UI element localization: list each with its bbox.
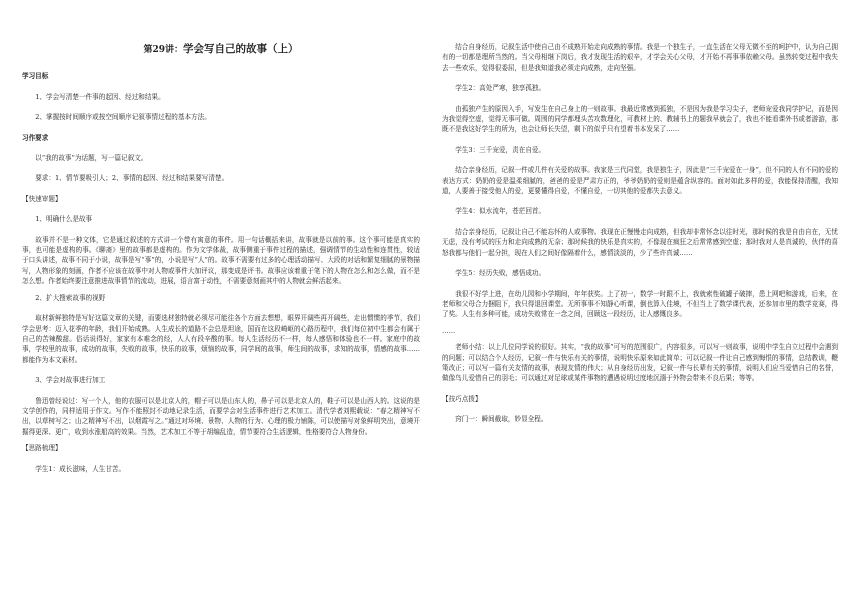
section-1-text: 故事并不是一种文体，它是通过叙述的方式讲一个带有寓意的事件。用一句话概括来讲，故事就是以前的事。这个事可能是真实的事，也可能是虚构的事。《聊斋》里的故事都是虚构的。作为文学体裁，故事侧重于事件过程的描述，强调情节的生动性和连贯性，较适于口头讲述，故事不同于小说，故事是写“事”的，小说是写“人”的。故事不需要有过多的心理活动描写、大段的对话和繁复细腻的景物描写，人物形象的刻画，作者不应该在故事中对人物或事件大加评议，那变成是评书。故事应该着重于笔下的人物在怎么和怎么做，而不是怎么想。作者始终要注意推进故事情节的流动，进展，语言富于动性，不需要意刻画其中的人物就会鲜活起来。 [22, 235, 420, 286]
goal-item-2: 2、掌握按时间顺序或按空间顺序记叙事情过程的基本方法。 [35, 113, 211, 122]
ellipsis: …… [442, 326, 456, 335]
student-1-line: 学生1：成长滋味，人生甘苦。 [35, 464, 126, 473]
title-prefix: 第29讲： [143, 45, 184, 55]
mind-map-heading: 【思路梳理】 [22, 444, 62, 453]
requirement-line-2: 要求：1、情节要吸引人；2、事情的起因、经过和结果要写清楚。 [35, 174, 229, 183]
student-4-paragraph: 结合亲身经历，记叙让自己不能忘怀的人或事物。我现在正慢慢走向成熟，但我却非常怀念以往时光，那时候的我是自由自在，无忧无虑，没有考试的压力和走向成熟的无奈；那时候我的快乐是真实的，不像现在疯狂之后常常感到空虚；那时我对人是真诚的，伙伴的喜怒我都与他们一起分担，现在人们之间好像隔着什么，感情淡淡的，少了些许真诚…… [442, 227, 838, 257]
requirement-line-1: 以“我的故事”为话题，写一篇记叙文。 [35, 154, 148, 163]
section-2-title: 2、扩大搜索故事的视野 [35, 293, 106, 302]
student-5-line: 学生5：经历失败，感悟成功。 [455, 269, 546, 278]
goals-heading: 学习目标 [22, 72, 49, 81]
section-3-title: 3、学会对故事进行加工 [35, 376, 106, 385]
section-3-text: 鲁迅曾经说过：写一个人，他的衣服可以是北京人的，帽子可以是山东人的，鼻子可以是北京人的，鞋子可以是山西人的。这说的是文学创作的，同样适用于作文。写作不能照封不动地记录生活，而要学会对生活事件进行艺术加工。清代学者刘熙载说：“春之精神写不出，以草树写之；山之精神写不出，以烟霞写之。”通过对环境、景物、人物的行为、心理的极力铺陈，可以使描写对象鲜明突出，意境开掘得更深、更广，收到水涨船高的效果。当然，艺术加工不等于胡编乱造，情节要符合生活逻辑，性格要符合人物身份。 [22, 396, 420, 436]
student-3-paragraph: 结合亲身经历，记叙一件或几件有关爱的故事。我家是三代同堂，我是独生子，因此是“三千宠爱在一身”，但不同的人有不同的爱的表达方式：奶奶的爱是温柔细腻的，爸爸的爱是严肃方正的，爷爷奶奶的爱则是蕴含纵容的。面对如此多样的爱，我能保持清醒，我知道，人要善于接受他人的爱，更要懂得自爱，不懂自爱，一切其他的爱都失去意义。 [442, 166, 838, 196]
left-column [22, 0, 420, 474]
title-main: 学会写自己的故事（上） [183, 43, 299, 55]
section-1-title: 1、明确什么是故事 [35, 215, 93, 224]
page-title [22, 44, 420, 55]
tip-1-line: 窍门一：瞬间截取，妙显全程。 [455, 415, 548, 424]
section-2-text: 取材新鲜独特是写好这篇文章的关键，而要选材独特就必须尽可能往各个方面去想想，眼界开阔些再开阔些，走出惯惯的季节，我们学会思考：迈入花季的年龄，我们开始成熟。人生成长的道路不会总是坦途，国而在这段崎岖的心路历程中，我们每位初中生都会有属于自己的苦辣酸甜。俗话说得好，家家有本难念的经，人人有段辛酸的事。每人生活经历不一样，每人感悟和体验也不一样。家庭中的故事，学校里的故事，成功的故事，失败的故事，快乐的故事，烦恼的故事，同学间的故事，师生间的故事，求知的故事，情感的故事……都能作为本文素材。 [22, 314, 420, 364]
goal-item-1: 1、学会写清楚一件事的起因、经过和结果。 [35, 92, 165, 101]
quick-review-heading: 【快速审题】 [22, 194, 62, 203]
tips-heading: 【技巧点拨】 [442, 394, 482, 403]
student-2-paragraph: 由孤独产生的原因入手，写发生在自己身上的一则故事。我最近常感到孤独，不是因为我是学习尖子，老师宠爱我同学护记，而是因为我觉得空虚，觉得无事可做。周围的同学都埋头苦攻数理化，可教材上的、教辅书上的题我早就会了，我也不能看课外书或者游游，那既不是我这好学生的所为，也会让师长失望，剩下的似乎只有望着书本发呆了…… [442, 104, 838, 134]
student-2-line: 学生2：高处严寒，独享孤独。 [455, 84, 546, 93]
student-1-paragraph: 结合自身经历，记叙生活中使自己由不成熟开始走向成熟的事情。我是一个独生子，一直生活在父母无微不至的呵护中，认为自己拥有的一切都是理所当然的。当父母相继下岗后，我才发现生活的艰辛，才学会关心父母，才开始不再事事依赖父母。虽然转变过程中我失去一些欢乐，觉得很委屈，但是我知道我必须走向成熟，走向坚强。 [442, 43, 838, 72]
right-column [442, 42, 838, 425]
teacher-summary: 老师小结：以上几位同学说的很好。其实，“我的故事”可写的范围很广，内容很多，可以写一则故事，说明中学生自立过程中会遇到的问题；可以结合个人经历，记叙一件与快乐有关的事情，说明快乐原来如此简单；可以记叙一件让自己感到悔恨的事情，总结教训，鞭策改正；可以写一篇有关友情的故事，表现友情的伟大；从自身经历出发，记叙一件与长辈有关的事情，说明人们应当爱惜自己的名誉，做像鸟儿爱惜自己的羽毛；可以通过对足球或某件事物的遭遇说明过度地沉湎于外物会带来不良后果；等等。 [442, 343, 838, 383]
student-4-line: 学生4：似水流年，苍茫回首。 [455, 207, 546, 216]
requirements-heading: 习作要求 [22, 133, 49, 142]
student-3-line: 学生3：三千宠爱，责在自爱。 [455, 145, 546, 154]
student-5-paragraph: 我很不好学上进，在幼儿园和小学期间，年年获奖。上了初一，数学一时跟不上，我就索性破罐子破摔，患上网吧和游戏，后来，在老师和父母合力捆阻下，我只得退回课堂。无所事事不知静心听课，倒也算入佳境，不但当上了数学课代表，还参加市里的数学竞赛，得了奖。人生有多种可能，成功失败常在一念之间，回顾这一段经历，让人感慨良多。 [442, 289, 838, 319]
